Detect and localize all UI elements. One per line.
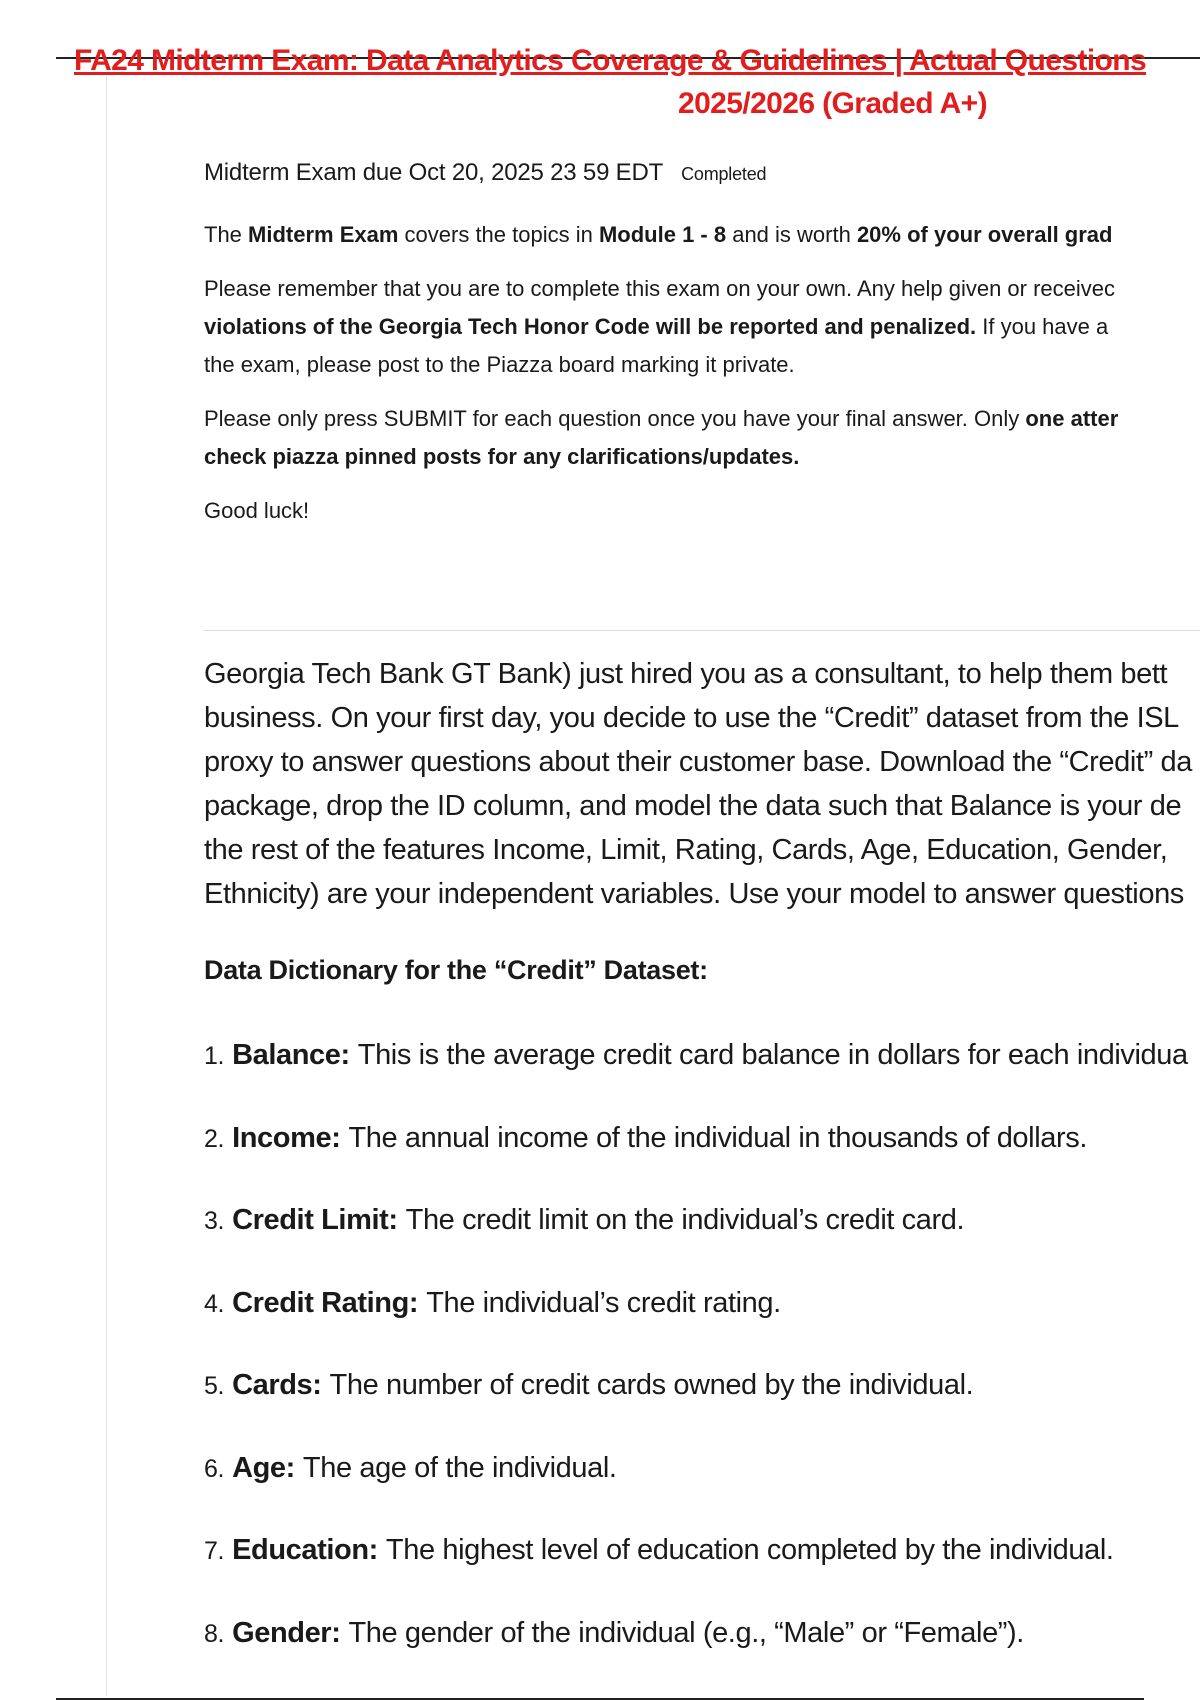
- list-item-description: The number of credit cards owned by the individual.: [329, 1369, 974, 1401]
- document-title[interactable]: [74, 42, 1200, 120]
- scenario-line: the rest of the features Income, Limit, Rating, Cards, Age, Education, Gender,: [204, 834, 1168, 866]
- list-item: [204, 1613, 1200, 1696]
- intro-p1-run: and is worth: [726, 222, 857, 247]
- scenario-paragraph: [204, 652, 1200, 916]
- list-item: [204, 1118, 1200, 1201]
- intro-paragraph-2-line2-rest: If you have a: [976, 314, 1109, 339]
- intro-p1-run: 20% of your overall grad: [856, 222, 1113, 247]
- section-divider: [204, 630, 1200, 631]
- list-item-number: 8.: [204, 1619, 225, 1648]
- list-item-number: 1.: [204, 1042, 225, 1070]
- list-item-description: The highest level of education completed by the individual.: [385, 1534, 1114, 1566]
- document-title-line1[interactable]: FA24 Midterm Exam: Data Analytics Coverage & Guidelines | Actual Questions: [74, 44, 1147, 77]
- intro-paragraph-2-line3: the exam, please post to the Piazza board marking it private.: [204, 352, 795, 377]
- status-badge: Completed: [681, 164, 767, 184]
- list-item: [204, 1283, 1200, 1366]
- list-item-number: 4.: [204, 1289, 225, 1318]
- honor-code-warning: violations of the Georgia Tech Honor Code will be reported and penalized.: [204, 314, 977, 339]
- list-item: [204, 1448, 1200, 1531]
- list-item-number: 7.: [204, 1537, 225, 1565]
- piazza-note: check piazza pinned posts for any clarifications/updates.: [204, 444, 800, 469]
- exam-due-text: Midterm Exam due Oct 20, 2025 23 59 EDT: [204, 159, 664, 186]
- list-item-number: 3.: [204, 1207, 225, 1235]
- list-item-term: Credit Limit:: [232, 1204, 398, 1236]
- list-item-term: Education:: [232, 1534, 378, 1566]
- document-title-line2[interactable]: 2025/2026 (Graded A+): [678, 87, 987, 120]
- list-item-term: Balance:: [232, 1039, 350, 1071]
- list-item: [204, 1035, 1200, 1118]
- scenario-line: Ethnicity) are your independent variables. Use your model to answer questions: [204, 878, 1184, 910]
- good-luck-text: Good luck!: [204, 498, 310, 523]
- data-dictionary-heading: Data Dictionary for the “Credit” Dataset:: [204, 955, 708, 985]
- exam-instructions: [204, 155, 1200, 546]
- list-item-number: 6.: [204, 1454, 225, 1483]
- attempt-note: one atter: [1025, 406, 1119, 431]
- intro-p1-run: Module 1 - 8: [598, 222, 727, 247]
- list-item-term: Age:: [232, 1451, 295, 1484]
- intro-paragraph-2: [204, 270, 1200, 384]
- data-dictionary-list: [204, 1035, 1200, 1695]
- scenario-line: proxy to answer questions about their customer base. Download the “Credit” da: [204, 746, 1192, 778]
- list-item-description: The gender of the individual (e.g., “Male” or “Female”).: [348, 1616, 1024, 1649]
- list-item-term: Gender:: [232, 1616, 341, 1649]
- intro-paragraph-1: [204, 216, 1200, 254]
- list-item-description: The age of the individual.: [302, 1451, 617, 1484]
- list-item-term: Cards:: [232, 1369, 322, 1401]
- intro-p1-run: Midterm Exam: [248, 222, 399, 247]
- scenario-line: Georgia Tech Bank GT Bank) just hired you as a consultant, to help them bett: [204, 658, 1168, 690]
- intro-p1-run: covers the topics in: [398, 222, 599, 247]
- list-item: [204, 1530, 1200, 1613]
- list-item-term: Credit Rating:: [232, 1286, 419, 1319]
- list-item-number: 2.: [204, 1124, 225, 1153]
- intro-paragraph-2-line1: Please remember that you are to complete this exam on your own. Any help given or receivec: [204, 276, 1116, 301]
- intro-p1-run: The: [204, 222, 249, 247]
- scenario-line: package, drop the ID column, and model the data such that Balance is your de: [204, 790, 1182, 822]
- list-item-term: Income:: [232, 1121, 341, 1154]
- left-margin-rule: [106, 76, 107, 1696]
- intro-paragraph-3: [204, 400, 1200, 476]
- list-item-description: The credit limit on the individual’s credit card.: [405, 1204, 965, 1236]
- list-item-description: This is the average credit card balance in dollars for each individua: [357, 1039, 1188, 1071]
- submit-instruction: Please only press SUBMIT for each question once you have your final answer. Only: [204, 406, 1026, 431]
- list-item-number: 5.: [204, 1372, 225, 1400]
- exam-header: [204, 155, 1200, 192]
- list-item-description: The individual’s credit rating.: [426, 1286, 781, 1319]
- list-item: [204, 1365, 1200, 1448]
- scenario-line: business. On your first day, you decide to use the “Credit” dataset from the ISL: [204, 702, 1179, 734]
- list-item-description: The annual income of the individual in thousands of dollars.: [348, 1121, 1087, 1154]
- list-item: [204, 1200, 1200, 1283]
